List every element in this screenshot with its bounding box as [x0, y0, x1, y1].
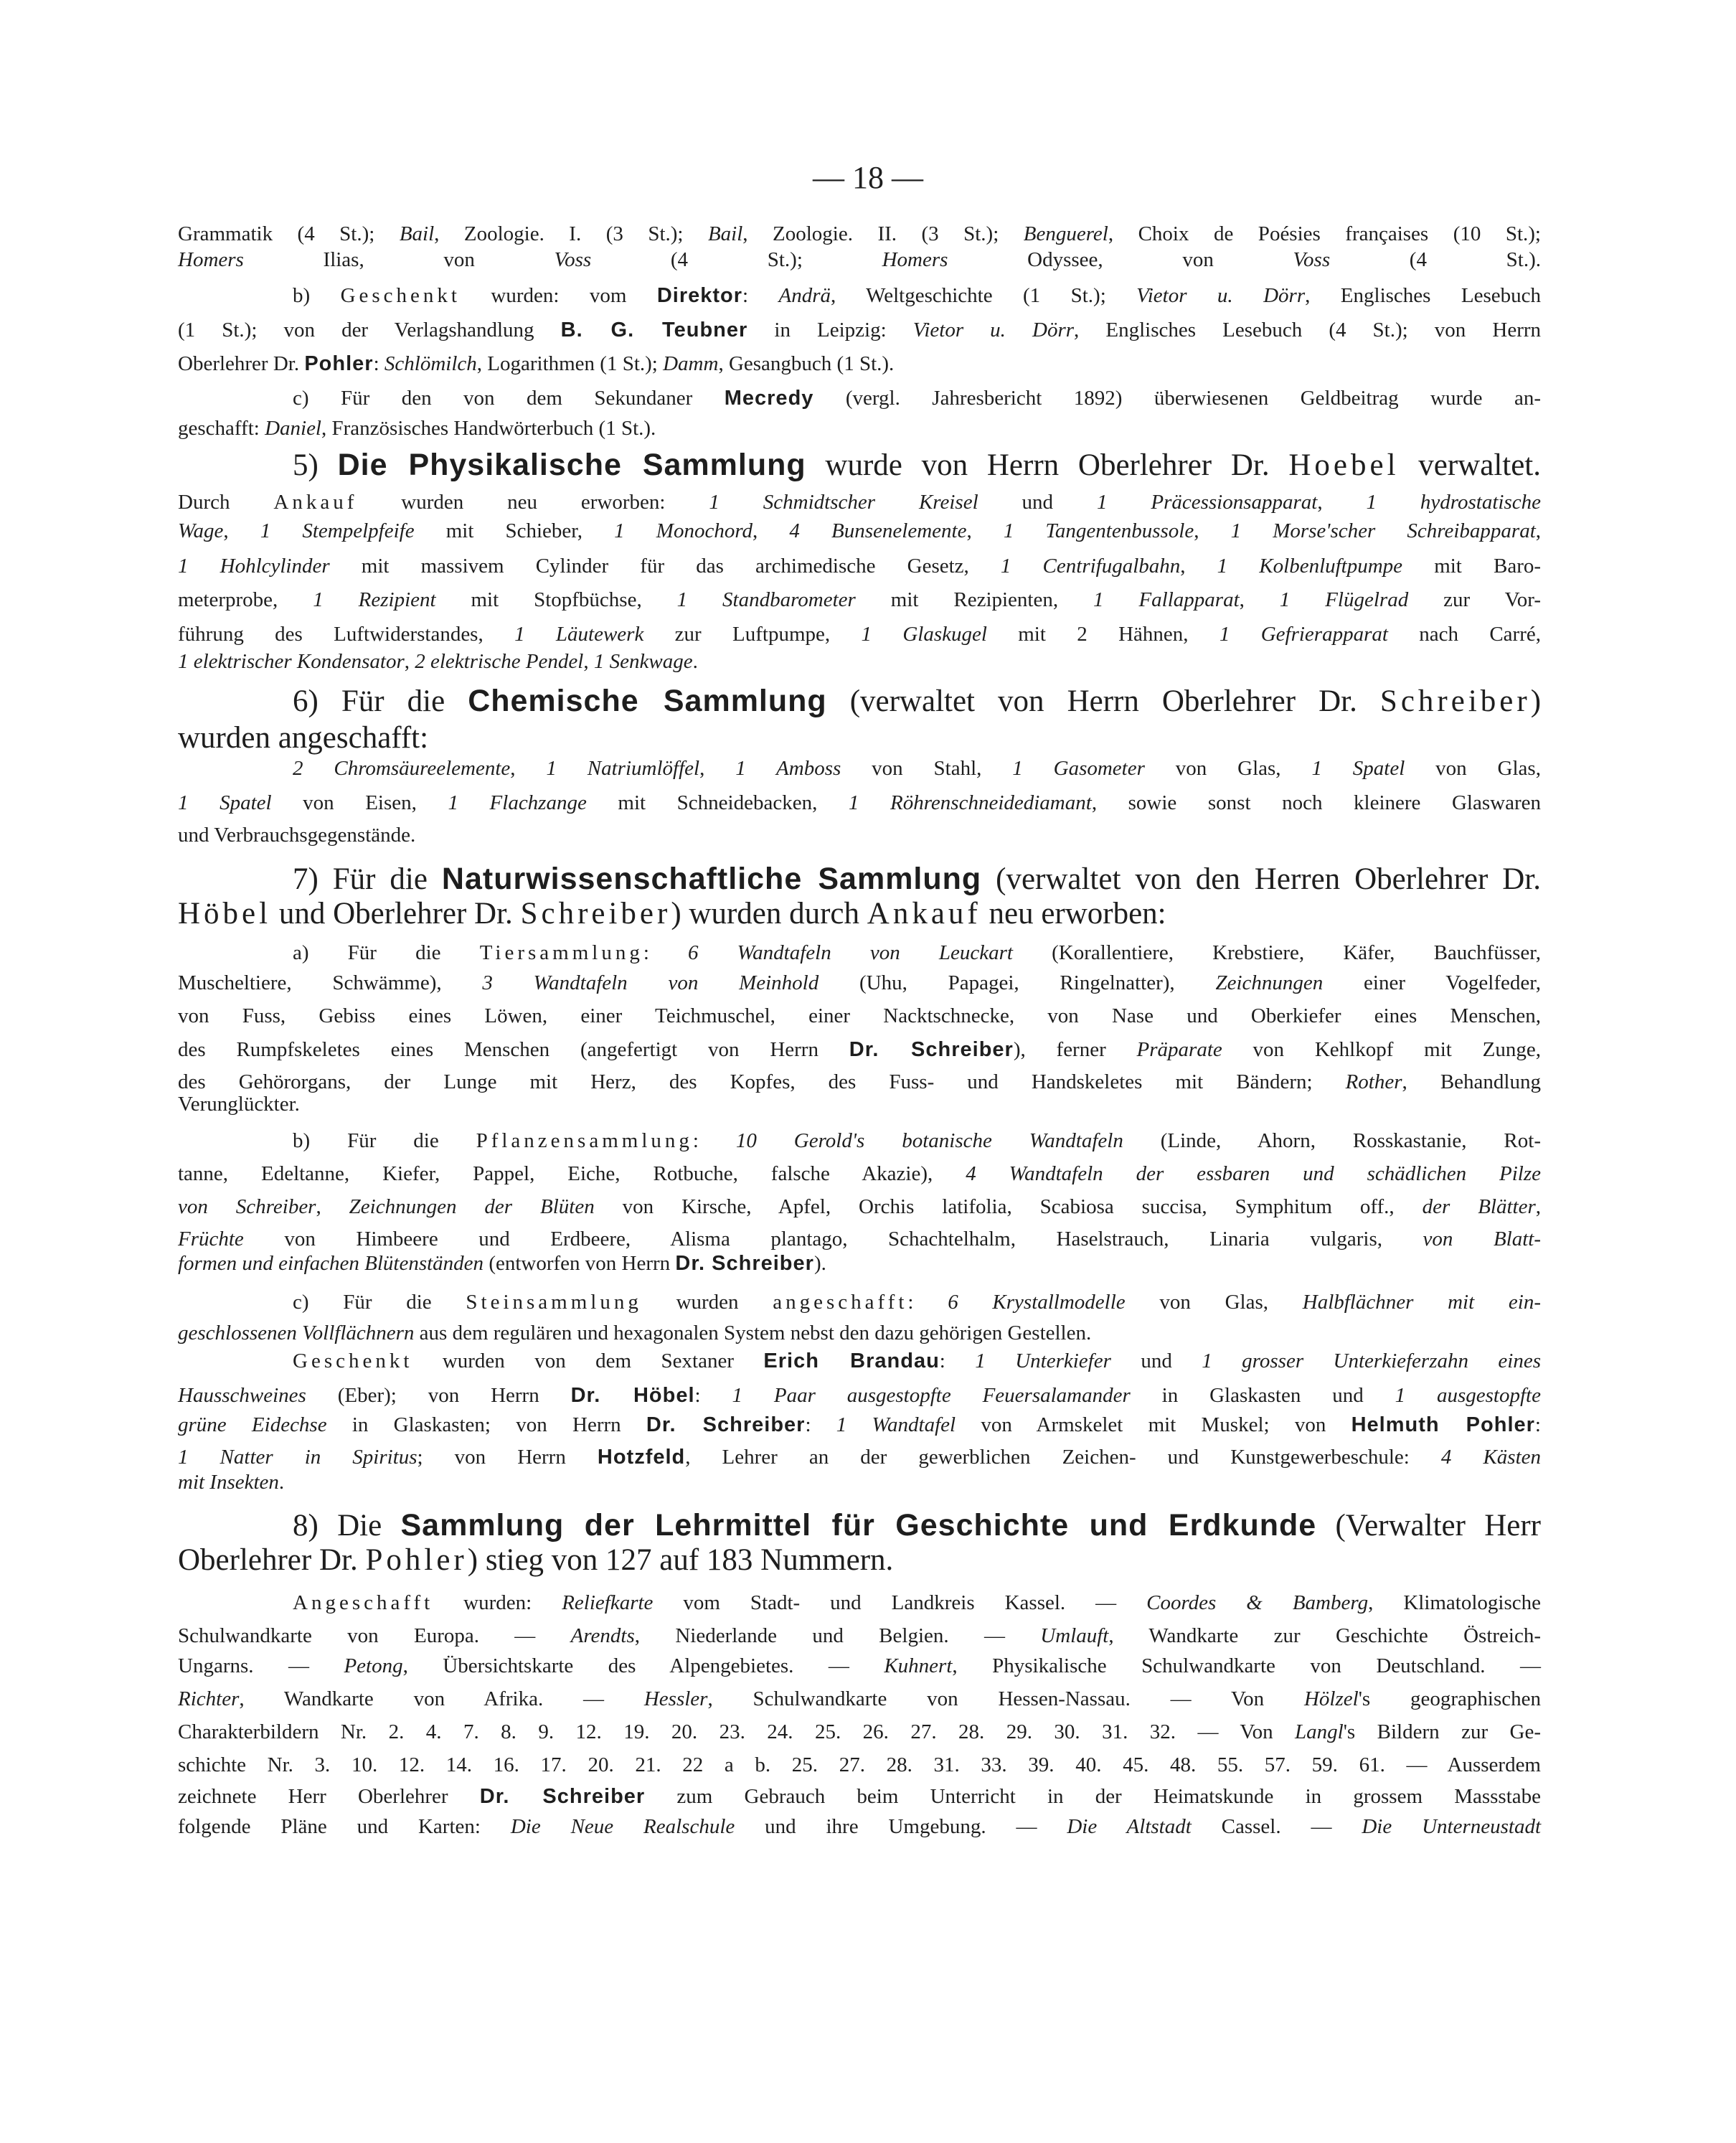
text-segment: 10 Gerold's botanische Wandtafeln (Linde, Ahorn, Rosskastanie, Rot- [735, 1129, 1541, 1152]
text-segment: wurden angeschafft: [178, 721, 429, 755]
page-number: — 18 — [813, 160, 923, 195]
text-segment: Vietor u. Dörr, Englisches Lesebuch (4 St.); von Herrn [912, 319, 1542, 342]
text-segment: Bail, Zoologie. I. (3 St.); [399, 222, 708, 245]
text-line [178, 621, 1541, 647]
text-segment: Die Physikalische Sammlung wurde von Herrn Oberlehrer Dr. [337, 448, 1289, 482]
text-segment: Geschenkt wurden von dem Sextaner [293, 1350, 764, 1372]
section-heading [293, 683, 1541, 720]
text-segment: 1 Flachzange mit Schneidebacken, [448, 791, 849, 814]
text-segment: Coordes & Bamberg, Klimatologische [1146, 1591, 1542, 1614]
text-segment: 1 Unterkiefer und [975, 1350, 1202, 1372]
text-segment: tanne, Edeltanne, Kiefer, Pappel, Eiche, Rotbuche, falsche Akazie), [178, 1162, 966, 1185]
text-segment: führung des Luftwiderstandes, [178, 623, 515, 646]
text-segment: Dr. Schreiber: [646, 1413, 836, 1436]
text-segment: 1 Hohlcylinder mit massivem Cylinder für das archimedische Gesetz, [178, 555, 1001, 578]
text-segment: Mecredy (vergl. Jahresbericht 1892) überwiesenen Geldbeitrag wurde an- [724, 387, 1541, 410]
text-segment: Präparate von Kehlkopf mit Zunge, [1136, 1038, 1541, 1061]
text-segment: Langl's Bildern zur Ge- [1295, 1720, 1542, 1743]
section-heading [293, 861, 1541, 898]
text-line [178, 1161, 1541, 1187]
text-segment: Pohler: [304, 352, 385, 375]
text-line [178, 790, 1541, 816]
text-segment: Muscheltiere, Schwämme), [178, 971, 483, 994]
text-line [178, 1037, 1541, 1063]
text-segment: Dr. Schreiber zum Gebrauch beim Unterricht in der Heimatskunde in grossem Massstabe [479, 1785, 1542, 1808]
text-segment: Charakterbildern Nr. 2. 4. 7. 8. 9. 12. 19. 20. 23. 24. 25. 26. 27. 28. 29. 30. 31. 32. — Von [178, 1720, 1296, 1743]
text-segment: 4 Wandtafeln der essbaren und schädlichen Pilze [966, 1162, 1541, 1185]
text-segment: 1 Kolbenluftpumpe mit Baro- [1217, 555, 1542, 578]
text-segment: 1 Tangentenbussole, [1003, 519, 1231, 542]
text-segment: Die Unterneustadt [1362, 1815, 1542, 1838]
text-segment: Schreiber) wurden durch [520, 897, 867, 931]
text-line [293, 1289, 1541, 1315]
text-segment: B. G. Teubner in Leipzig: [560, 319, 913, 342]
text-segment: Daniel, Französisches Handwörterbuch (1 St.). [265, 417, 656, 440]
text-segment: Ungarns. — [178, 1654, 344, 1677]
text-line [178, 1444, 1541, 1470]
text-segment: Höbel und Oberlehrer Dr. [178, 897, 521, 931]
text-line [178, 587, 1541, 613]
text-segment: Kuhnert, Physikalische Schulwandkarte von Deutschland. — [884, 1654, 1541, 1677]
section-heading [178, 1543, 1541, 1578]
text-segment: folgende Pläne und Karten: [178, 1815, 511, 1838]
text-segment: Sammlung der Lehrmittel für Geschichte und Erdkunde (Verwalter Herr [400, 1508, 1541, 1543]
text-line [178, 822, 1541, 848]
text-segment: 4 Bunsenelemente, [789, 519, 1004, 542]
text-segment: c) Für den von dem Sekundaner [293, 387, 725, 410]
text-line [178, 1003, 1541, 1029]
text-segment: 1 Morse'scher Schreibapparat, [1230, 519, 1542, 542]
text-line [178, 970, 1541, 996]
text-line [178, 1784, 1541, 1809]
text-segment: mit Insekten. [178, 1471, 285, 1494]
text-line [178, 247, 1541, 273]
text-segment: zeichnete Herr Oberlehrer [178, 1785, 480, 1808]
text-segment: 2 Chromsäureelemente, [293, 757, 547, 780]
text-segment: Durch Ankauf wurden neu erworben: [178, 491, 709, 514]
text-segment: Wage, [178, 519, 260, 542]
text-segment: 1 Schmidtscher Kreisel und [709, 491, 1097, 514]
text-segment: 1 Gasometer von Glas, [1012, 757, 1312, 780]
text-segment: Homers Ilias, von [178, 248, 555, 271]
text-segment: Petong, Übersichtskarte des Alpengebietes. — [344, 1654, 884, 1677]
text-segment: der Blätter, [1422, 1195, 1542, 1218]
text-segment: Andrä, Weltgeschichte (1 St.); [778, 284, 1137, 307]
text-segment: Dr. Höbel: [570, 1384, 732, 1407]
text-segment: 1 Präcessionsapparat, [1096, 491, 1367, 514]
text-segment: Zeichnungen der Blüten von Kirsche, Apfel, Orchis latifolia, Scabiosa succisa, Symphitum off., [349, 1195, 1423, 1218]
text-line [178, 649, 1541, 674]
text-line [178, 1226, 1541, 1252]
text-segment: 1 Rezipient mit Stopfbüchse, [313, 588, 677, 611]
section-heading [293, 447, 1541, 484]
text-segment: Schlömilch, Logarithmen (1 St.); [384, 352, 664, 375]
text-segment: formen und einfachen Blütenständen (entworfen von Herrn [178, 1252, 676, 1275]
text-line [178, 1653, 1541, 1679]
text-segment: 1 Paar ausgestopfte Feuersalamander in Glaskasten und [732, 1384, 1395, 1407]
text-segment: 4 Kästen [1440, 1446, 1542, 1469]
text-segment: 1 hydrostatische [1366, 491, 1541, 514]
text-segment: 1 Flügelrad zur Vor- [1279, 588, 1542, 611]
text-segment: Früchte von Himbeere und Erdbeere, Alisma plantago, Schachtelhalm, Haselstrauch, Linaria vulgaris, [178, 1228, 1423, 1251]
text-segment: Voss (4 St.); [554, 248, 882, 271]
text-line [178, 518, 1541, 544]
text-segment: Arendts, Niederlande und Belgien. — [570, 1624, 1041, 1647]
text-segment: Ankauf neu erworben: [867, 897, 1166, 931]
text-line [178, 415, 1541, 441]
text-segment: des Rumpfskeletes eines Menschen (angefertigt von Herrn [178, 1038, 849, 1061]
text-segment: Die Neue Realschule und ihre Umgebung. — [510, 1815, 1067, 1838]
text-segment: Helmuth Pohler: [1351, 1413, 1541, 1436]
text-segment: 1 Spatel von Eisen, [178, 791, 448, 814]
text-segment: geschlossenen Vollflächnern aus dem regulären und hexagonalen System nebst den dazu gehörigen Gestellen. [178, 1322, 1092, 1344]
section-heading [178, 720, 1541, 756]
text-segment: Schulwandkarte von Europa. — [178, 1624, 571, 1647]
text-line [178, 1719, 1541, 1745]
text-line [293, 283, 1541, 309]
text-segment: Reliefkarte vom Stadt- und Landkreis Kassel. — [562, 1591, 1147, 1614]
text-segment: Pohler) stieg von 127 auf 183 Nummern. [365, 1543, 894, 1577]
text-segment: (1 St.); von der Verlagshandlung [178, 319, 561, 342]
text-segment: des Gehörorgans, der Lunge mit Herz, des Kopfes, des Fuss- und Handskeletes mit Bändern; [178, 1070, 1346, 1093]
text-line [178, 553, 1541, 579]
text-segment: meterprobe, [178, 588, 313, 611]
text-line [178, 1383, 1541, 1408]
text-line [178, 1320, 1541, 1346]
text-segment: von Blatt- [1423, 1228, 1541, 1251]
text-segment: 1 Standbarometer mit Rezipienten, [676, 588, 1094, 611]
text-segment: 6 Krystallmodelle von Glas, [948, 1291, 1303, 1314]
text-segment: Dr. Schreiber), ferner [849, 1038, 1137, 1061]
text-segment: 1 ausgestopfte [1395, 1384, 1541, 1407]
text-segment: Verunglückter. [178, 1093, 300, 1116]
text-segment: Angeschafft wurden: [293, 1591, 562, 1614]
text-line [178, 1686, 1541, 1712]
text-segment: Erich Brandau: [763, 1350, 976, 1372]
text-line [178, 317, 1541, 343]
text-segment: Oberlehrer Dr. [178, 352, 305, 375]
text-segment: Hessler, Schulwandkarte von Hessen-Nassau. — Von [643, 1687, 1304, 1710]
text-segment: Schreiber) [1379, 684, 1542, 718]
text-segment: Naturwissenschaftliche Sammlung (verwaltet von den Herren Oberlehrer Dr. [441, 862, 1542, 896]
text-segment: Vietor u. Dörr, Englisches Lesebuch [1136, 284, 1541, 307]
text-line [293, 1590, 1541, 1616]
text-segment: von Fuss, Gebiss eines Löwen, einer Teichmuschel, einer Nacktschnecke, von Nase und Oberkiefer eines Menschen, [178, 1004, 1541, 1027]
text-segment: 1 Centrifugalbahn, [1000, 555, 1217, 578]
text-segment: 1 Gefrierapparat nach Carré, [1219, 623, 1541, 646]
text-segment: Hoebel verwaltet. [1288, 448, 1541, 482]
text-line [178, 1251, 1541, 1276]
text-segment: Die Altstadt Cassel. — [1067, 1815, 1362, 1838]
text-segment: Rother, Behandlung [1345, 1070, 1541, 1093]
text-line [178, 1412, 1541, 1438]
text-segment: 3 Wandtafeln von Meinhold (Uhu, Papagei, Ringelnatter), [482, 971, 1216, 994]
text-segment: Oberlehrer Dr. [178, 1543, 366, 1577]
text-segment: 1 Stempelpfeife mit Schieber, [260, 519, 615, 542]
text-segment: 1 Röhrenschneidediamant, sowie sonst noch kleinere Glaswaren [848, 791, 1541, 814]
text-segment: c) Für die Steinsammlung wurden angeschafft: [293, 1291, 948, 1314]
text-segment: 1 Amboss von Stahl, [735, 757, 1013, 780]
text-segment: Umlauft, Wandkarte zur Geschichte Östreich- [1040, 1624, 1541, 1647]
text-segment: 1 Spatel von Glas, [1311, 757, 1541, 780]
text-segment: 1 Natriumlöffel, [546, 757, 736, 780]
text-line [178, 1469, 1541, 1495]
text-line [293, 1128, 1541, 1154]
text-line [178, 351, 1541, 377]
text-segment: 1 Glaskugel mit 2 Hähnen, [861, 623, 1220, 646]
text-segment: von Schreiber, [178, 1195, 349, 1218]
text-line [178, 1814, 1541, 1840]
text-line [293, 1348, 1541, 1374]
text-line [178, 1091, 1541, 1117]
text-segment: 7) Für die [293, 862, 442, 896]
text-segment: 1 grosser Unterkieferzahn eines [1202, 1350, 1542, 1372]
text-segment: Homers Odyssee, von [882, 248, 1293, 271]
text-segment: a) Für die Tiersammlung: [293, 941, 689, 964]
text-segment: b) Für die Pflanzensammlung: [293, 1129, 736, 1152]
text-line [178, 489, 1541, 515]
text-segment: Grammatik (4 St.); [178, 222, 400, 245]
text-segment: b) Geschenkt wurden: vom [293, 284, 657, 307]
text-line [178, 1194, 1541, 1220]
text-segment: 1 Fallapparat, [1093, 588, 1280, 611]
text-segment: Chemische Sammlung (verwaltet von Herrn Oberlehrer Dr. [468, 684, 1380, 718]
text-segment: geschafft: [178, 417, 265, 440]
text-segment: Zeichnungen einer Vogelfeder, [1215, 971, 1542, 994]
text-line [293, 755, 1541, 781]
text-line [178, 221, 1541, 247]
text-line [178, 1623, 1541, 1649]
text-segment: 6) Für die [293, 684, 468, 718]
text-segment: 1 Senkwage. [593, 650, 698, 673]
text-segment: 1 Natter in Spiritus; von Herrn [178, 1446, 598, 1469]
section-heading [293, 1507, 1541, 1544]
text-segment: Bail, Zoologie. II. (3 St.); [707, 222, 1024, 245]
text-segment: Direktor: [656, 284, 779, 307]
text-segment: grüne Eidechse in Glaskasten; von Herrn [178, 1413, 646, 1436]
text-segment: 1 Monochord, [614, 519, 790, 542]
text-segment: Damm, Gesangbuch (1 St.). [663, 352, 895, 375]
text-segment: schichte Nr. 3. 10. 12. 14. 16. 17. 20. 21. 22 a b. 25. 27. 28. 31. 33. 39. 40. 45. 48. 55. 57. 59. 61. — Ausserdem [178, 1753, 1541, 1776]
text-segment: Richter, Wandkarte von Afrika. — [178, 1687, 644, 1710]
text-segment: 8) Die [293, 1509, 401, 1543]
text-segment: Halbflächner mit ein- [1302, 1291, 1541, 1314]
text-segment: Voss (4 St.). [1293, 248, 1541, 271]
text-line [293, 385, 1541, 411]
text-segment: und Verbrauchsgegenstände. [178, 824, 416, 847]
text-segment: 1 Läutewerk zur Luftpumpe, [514, 623, 862, 646]
text-segment: Benguerel, Choix de Poésies françaises (10 St.); [1023, 222, 1541, 245]
text-segment: Hölzel's geographischen [1303, 1687, 1542, 1710]
text-line [178, 1752, 1541, 1778]
text-segment: 2 elektrische Pendel, [415, 650, 594, 673]
text-segment: 6 Wandtafeln von Leuckart (Korallentiere, Krebstiere, Käfer, Bauchfüsser, [688, 941, 1542, 964]
text-line [293, 940, 1541, 966]
text-segment: 1 Wandtafel von Armskelet mit Muskel; von [836, 1413, 1351, 1436]
text-segment: 5) [293, 448, 338, 482]
text-segment: Dr. Schreiber). [675, 1252, 826, 1275]
text-segment: Hausschweines (Eber); von Herrn [178, 1384, 571, 1407]
text-segment: Hotzfeld, Lehrer an der gewerblichen Zeichen- und Kunstgewerbeschule: [597, 1446, 1441, 1469]
section-heading [178, 896, 1541, 932]
text-segment: 1 elektrischer Kondensator, [178, 650, 415, 673]
